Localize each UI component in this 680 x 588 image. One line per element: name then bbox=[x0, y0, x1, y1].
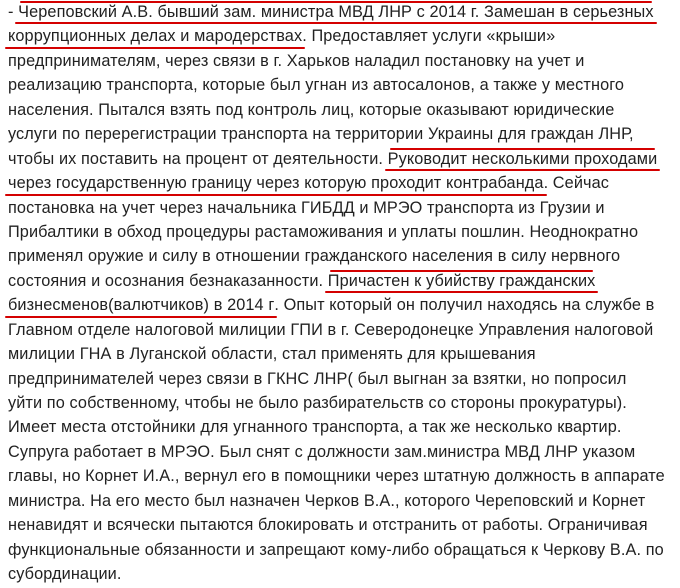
line-text: Имеет места отстойники для угнанного транспорта, а так же несколько квартир. bbox=[8, 418, 622, 437]
line-text: милиции ГНА в Луганской области, стал применять для крышевания bbox=[8, 345, 536, 364]
line-text: предпринимателей через связи в ГКНС ЛНР( был выгнан за взятки, но попросил bbox=[8, 369, 627, 388]
text-line bbox=[8, 562, 674, 586]
text-line bbox=[8, 318, 674, 342]
highlighted-phrase: Череповский А.В. бывший зам. министра МВД ЛНР с 2014 г. Замешан в серьезных bbox=[18, 0, 653, 24]
line-text: функциональные обязанности и запрещают кому-либо обращаться к Черкову В.А. по bbox=[8, 540, 664, 559]
document-body bbox=[8, 0, 674, 587]
line-text: чтобы их поставить на процент от деятельности. bbox=[8, 149, 388, 168]
line-text: предпринимателям, через связи в г. Харьков наладил постановку на учет и bbox=[8, 51, 585, 70]
highlight-box-top bbox=[390, 148, 656, 150]
line-text: - bbox=[8, 3, 19, 21]
highlighted-phrase: Причастен к убийству гражданских bbox=[328, 269, 596, 293]
text-line bbox=[8, 269, 674, 293]
text-line bbox=[8, 49, 674, 73]
line-text: . Сейчас bbox=[543, 174, 609, 193]
line-text: Супруга работает в МРЭО. Был снят с должности зам.министра МВД ЛНР указом bbox=[8, 442, 636, 461]
line-text: главы, но Корнет И.А., вернул его в помощники через штатную должность в аппарате bbox=[8, 467, 665, 486]
line-text: субординации. bbox=[8, 565, 122, 584]
highlighted-phrase: бизнесменов(валютчиков) в 2014 г bbox=[8, 293, 274, 317]
highlighted-phrase: через государственную границу через которую проходит контрабанда bbox=[8, 171, 544, 195]
text-line bbox=[8, 0, 674, 24]
text-line bbox=[8, 489, 674, 513]
line-text: населения. Пытался взять под контроль лиц, которые оказывают юридические bbox=[8, 100, 615, 119]
text-line bbox=[8, 342, 674, 366]
text-line bbox=[8, 171, 674, 195]
line-text: министра. На его место был назначен Черков В.А., которого Череповский и Корнет bbox=[8, 491, 646, 510]
text-line bbox=[8, 293, 674, 317]
text-line bbox=[8, 440, 674, 464]
text-line bbox=[8, 367, 674, 391]
line-text: . Предоставляет услуги «крыши» bbox=[302, 27, 556, 46]
text-line bbox=[8, 24, 674, 48]
line-text: услуги по перерегистрации транспорта на территории Украины для граждан ЛНР, bbox=[8, 125, 634, 144]
line-text: состояния и осознания безнаказанности. bbox=[8, 271, 328, 290]
line-text: постановка на учет через начальника ГИБДД и МРЭО транспорта из Грузии и bbox=[8, 198, 605, 217]
highlighted-phrase: Руководит несколькими проходами bbox=[388, 147, 658, 171]
line-text: применял оружие и силу в отношении гражданского населения в силу нервного bbox=[8, 247, 621, 266]
text-line bbox=[8, 538, 674, 562]
text-line bbox=[8, 220, 674, 244]
text-line bbox=[8, 244, 674, 268]
text-line bbox=[8, 147, 674, 171]
text-line bbox=[8, 415, 674, 439]
text-line bbox=[8, 122, 674, 146]
line-text: Прибалтики в обход процедуры растаможивания и уплаты пошлин. Неоднократно bbox=[8, 222, 639, 241]
text-line bbox=[8, 98, 674, 122]
line-text: реализацию транспорта, которые был угнан из автосалонов, а также у местного bbox=[8, 76, 625, 95]
highlight-box-top bbox=[330, 270, 594, 272]
text-line bbox=[8, 513, 674, 537]
text-line bbox=[8, 391, 674, 415]
text-line bbox=[8, 73, 674, 97]
line-text: Главном отделе налоговой милиции ГПИ в г. Северодонецке Управления налоговой bbox=[8, 320, 654, 339]
text-line bbox=[8, 196, 674, 220]
highlighted-phrase: коррупционных делах и мародерствах bbox=[8, 24, 302, 48]
line-text: ненавидят и всячески пытаются блокировать и отстранить от работы. Ограничивая bbox=[8, 516, 648, 535]
line-text: уйти по собственному, чтобы не было разбирательств со стороны прокуратуры). bbox=[8, 394, 627, 412]
line-text: . Опыт который он получил находясь на службе в bbox=[274, 296, 655, 315]
highlight-box-top bbox=[20, 1, 651, 3]
text-line bbox=[8, 464, 674, 488]
